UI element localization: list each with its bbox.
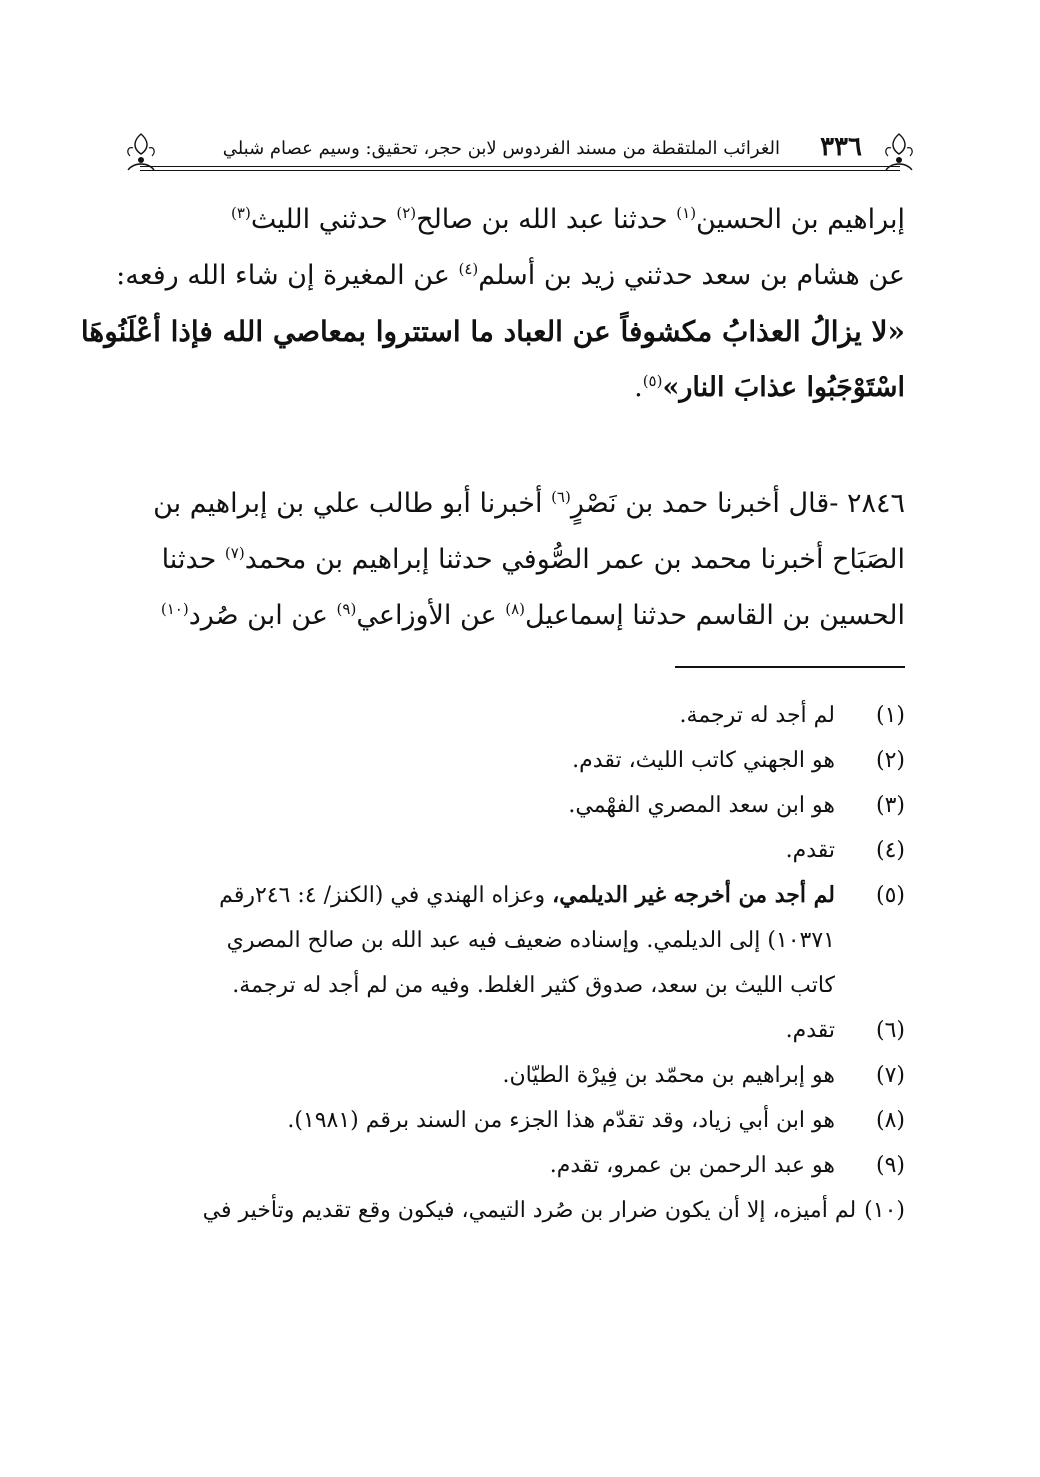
footnote-line: لم أميزه، إلا أن يكون ضرار بن صُرد التيمي، فيكون وقع تقديم وتأخير في: [202, 1198, 857, 1223]
footnote-line: كاتب الليث بن سعد، صدوق كثير الغلط. وفيه من لم أجد له ترجمة.: [232, 973, 835, 998]
text-line: [140, 192, 905, 248]
footnote-line: هو ابن أبي زياد، وقد تقدّم هذا الجزء من السند برقم (١٩٨١).: [287, 1108, 835, 1133]
footnote-ref[interactable]: (٥): [642, 372, 663, 390]
text-line: [140, 476, 905, 532]
text-line: [140, 360, 905, 416]
footnote-text: [130, 1053, 835, 1098]
footnote-ref[interactable]: (٢): [396, 204, 417, 222]
footnote-ref[interactable]: (١): [676, 204, 697, 222]
header-rule-thin: [140, 170, 900, 171]
footnote-item: [130, 1143, 905, 1188]
footnote-text: [130, 828, 835, 873]
paragraph-1: [80, 192, 905, 416]
footnote-number: (٩): [875, 1153, 905, 1178]
text-run: حدثنا عبد الله بن صالح: [416, 204, 677, 235]
text-run: عن ابن صُرد: [188, 600, 337, 631]
text-run: أخبرنا أبو طالب علي بن إبراهيم بن: [153, 488, 552, 519]
footnote-line: تقدم.: [785, 838, 835, 863]
footnote-ref[interactable]: (٤): [458, 260, 479, 278]
running-header: [130, 128, 910, 178]
footnote-number: (٤): [875, 838, 905, 863]
footnote-item: [130, 783, 905, 828]
footnote-line: هو عبد الرحمن بن عمرو، تقدم.: [549, 1153, 835, 1178]
text-run: عن المغيرة إن شاء الله رفعه:: [116, 260, 459, 291]
text-run: .: [634, 372, 643, 403]
footnote-number: (١٠): [864, 1198, 905, 1223]
footnote-ref[interactable]: (١٠): [160, 600, 189, 618]
paragraph-2: [140, 476, 905, 644]
text-run: إبراهيم بن الحسين: [696, 204, 905, 235]
footnote-text: [130, 693, 835, 738]
footnote-number: (٨): [875, 1108, 905, 1133]
footnote-number: (٦): [875, 1018, 905, 1043]
footnote-line: هو إبراهيم بن محمّد بن فِيرْة الطيّان.: [502, 1063, 835, 1088]
footnote-bold-lead: لم أجد من أخرجه غير الديلمي،: [552, 882, 835, 908]
footnote-ref[interactable]: (٨): [505, 600, 526, 618]
text-run: ٢٨٤٦ -قال أخبرنا حمد بن نَصْرٍ: [570, 488, 905, 519]
footnote-item: [130, 873, 905, 1008]
page-number: ٣٣٦: [820, 132, 862, 162]
footnote-item: [130, 1008, 905, 1053]
footnote-line: هو ابن سعد المصري الفهْمي.: [568, 793, 835, 818]
text-run: وعزاه الهندي في (الكنز/ ٤: ٢٤٦رقم: [219, 883, 553, 908]
footnote-text: [130, 738, 835, 783]
running-title: الغرائب الملتقطة من مسند الفردوس لابن حجر، تحقيق: وسيم عصام شبلي: [222, 138, 780, 159]
footnote-ref[interactable]: (٣): [231, 204, 251, 222]
footnote-item: [130, 1053, 905, 1098]
text-run: الصَبَاح أخبرنا محمد بن عمر الصُّوفي حدثنا إبراهيم بن محمد: [244, 544, 905, 575]
footnote-item: [130, 693, 905, 738]
footnote-line: [130, 873, 835, 918]
text-line: [140, 588, 905, 644]
text-line: [140, 532, 905, 588]
footnote-ref[interactable]: (٦): [551, 488, 571, 506]
footnote-item: [130, 738, 905, 783]
footnotes: [130, 693, 905, 1233]
footnote-line: لم أجد له ترجمة.: [679, 703, 835, 728]
footnote-item: [130, 1098, 905, 1143]
footnote-text: [130, 1188, 856, 1233]
text-run: حدثني الليث: [250, 204, 397, 235]
ornament-left-icon: [124, 132, 158, 174]
text-run: عن هشام بن سعد حدثني زيد بن أسلم: [478, 260, 905, 291]
footnote-number: (٧): [875, 1063, 905, 1088]
footnote-item: [130, 1188, 905, 1233]
footnote-number: (٢): [875, 748, 905, 773]
footnote-line: ١٠٣٧١) إلى الديلمي. وإسناده ضعيف فيه عبد الله بن صالح المصري: [226, 928, 835, 953]
text-run: الحسين بن القاسم حدثنا إسماعيل: [525, 600, 905, 631]
hadith-text-run: اسْتَوْجَبُوا عذابَ النار»: [662, 372, 905, 403]
footnote-number: (٣): [875, 793, 905, 818]
footnote-text: [130, 873, 835, 1008]
footnote-line: تقدم.: [785, 1018, 835, 1043]
ornament-right-icon: [882, 132, 916, 174]
footnote-number: (٥): [875, 883, 905, 908]
footnote-separator: [675, 666, 905, 668]
footnote-text: [130, 1008, 835, 1053]
footnote-text: [130, 1098, 835, 1143]
header-rule: [140, 166, 900, 167]
text-line: [116, 248, 905, 304]
footnote-line: هو الجهني كاتب الليث، تقدم.: [572, 748, 835, 773]
footnote-text: [130, 783, 835, 828]
footnote-ref[interactable]: (٩): [336, 600, 357, 618]
text-run: حدثنا: [161, 544, 225, 575]
text-run: عن الأوزاعي: [356, 600, 506, 631]
footnote-text: [130, 1143, 835, 1188]
footnote-ref[interactable]: (٧): [224, 544, 245, 562]
footnote-number: (١): [875, 703, 905, 728]
hadith-text-line: «لا يزالُ العذابُ مكشوفاً عن العباد ما استتروا بمعاصي الله فإذا أعْلَنُوهَا: [80, 315, 905, 348]
footnote-item: [130, 828, 905, 873]
